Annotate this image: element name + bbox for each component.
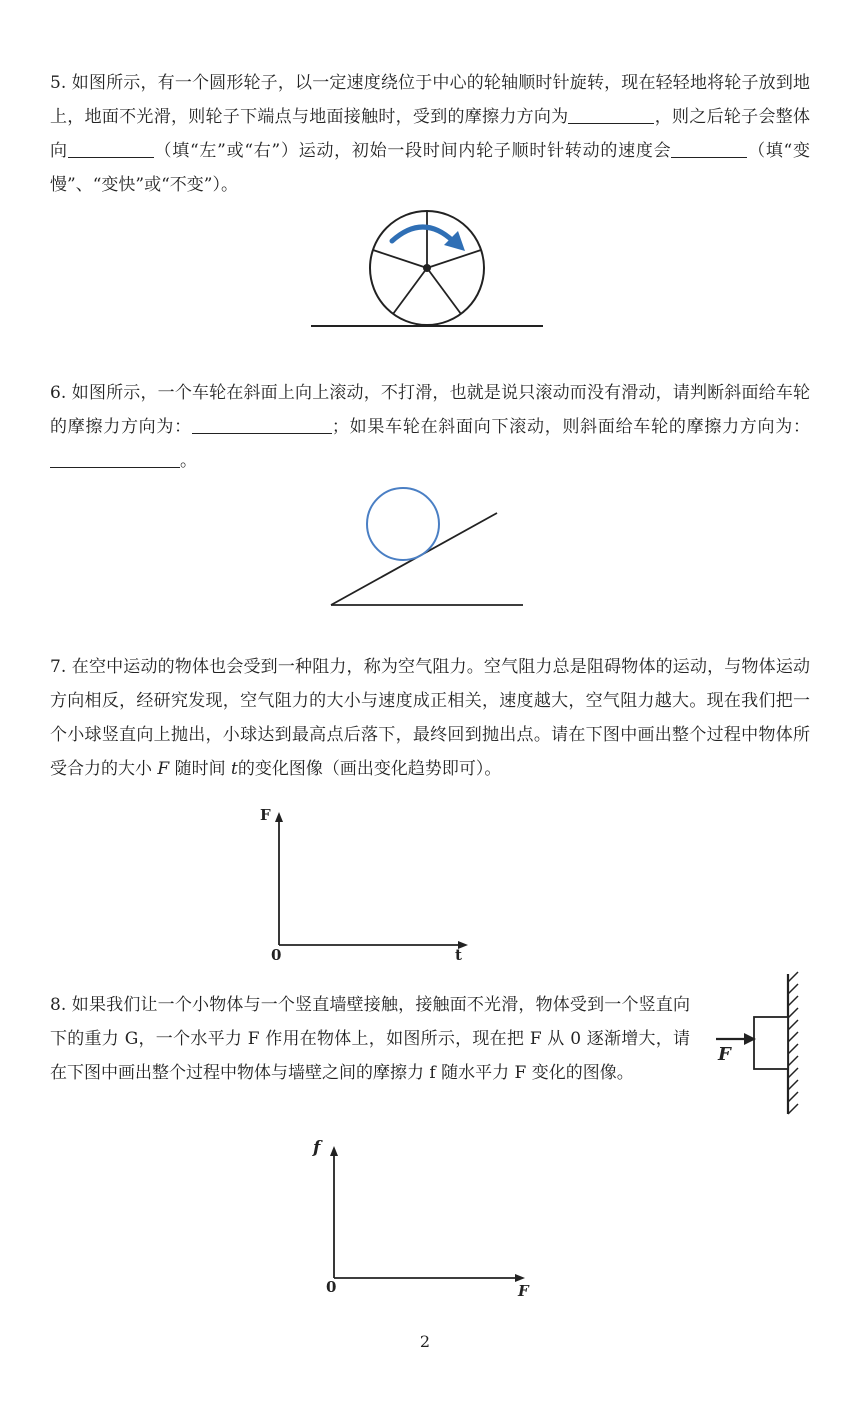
q7-graph-axes[interactable] (270, 808, 480, 958)
q7-text-1: 7. 在空中运动的物体也会受到一种阻力，称为空气阻力。空气阻力总是阻碍物体的运动，与物体运动方向相反，经研究发现，空气阻力的大小与速度成正相关，速度越大，空气阻力越大。现在我们把一个小球竖直向上抛出，小球达到最高点后落下，最终回到抛出点。请在下图中画出整个过程中物体所受合力的大小 (50, 657, 810, 779)
q5-text-2: ，则之后轮子会整体向 (50, 107, 811, 161)
question-6 (50, 376, 810, 478)
clockwise-arrow-icon (392, 227, 453, 241)
q8-wall-figure (712, 968, 812, 1118)
q6-text-1: 6. 如图所示，一个车轮在斜面上向上滚动，不打滑，也就是说只滚动而没有滑动，请判断斜面给车轮的摩擦力方向为： (50, 383, 810, 437)
q7-x-axis-label: t (455, 946, 462, 964)
q7-y-axis-label: F (260, 806, 271, 824)
q5-text-3: （填“左”或“右”）运动，初始一段时间内轮子顺时针转动的速度会 (153, 141, 672, 161)
q8-x-axis-label: F (518, 1282, 529, 1300)
wheel-spoke (427, 268, 461, 314)
q7-var-F: F (157, 759, 170, 779)
q7-origin-label: 0 (271, 946, 282, 964)
q6-text-2: ；如果车轮在斜面向下滚动，则斜面给车轮的摩擦力方向为： (331, 417, 811, 437)
y-axis-arrow-icon (330, 1146, 338, 1156)
wheel-spoke (427, 250, 481, 268)
q7-text-3: 的变化图像（画出变化趋势即可）。 (237, 759, 502, 779)
question-8 (50, 988, 690, 1090)
q7-var-t: t (231, 759, 238, 779)
q8-y-axis-label: f (313, 1138, 321, 1158)
q5-blank-1[interactable] (568, 103, 654, 124)
q5-text-4: （填“变慢”、“变快”或“不变”）。 (50, 141, 810, 195)
wheel-axle (423, 264, 431, 272)
q6-incline-figure (325, 480, 530, 615)
wheel-spoke (393, 268, 427, 314)
block (754, 1017, 788, 1069)
page-number: 2 (419, 1332, 431, 1351)
q6-blank-1[interactable] (192, 413, 332, 434)
q5-blank-2[interactable] (68, 137, 154, 158)
q6-blank-2[interactable] (50, 447, 180, 468)
y-axis-arrow-icon (275, 812, 283, 822)
q6-text-3: 。 (180, 451, 197, 471)
x-axis-arrow-icon (515, 1274, 525, 1282)
q8-force-label: F (718, 1044, 731, 1065)
q5-blank-3[interactable] (671, 137, 747, 158)
question-5 (50, 66, 810, 202)
q5-text-1: 5. 如图所示，有一个圆形轮子，以一定速度绕位于中心的轮轴顺时针旋转，现在轻轻地将轮子放到地上，地面不光滑，则轮子下端点与地面接触时，受到的摩擦力方向为 (50, 73, 810, 127)
question-7 (50, 650, 810, 786)
q8-text: 8. 如果我们让一个小物体与一个竖直墙壁接触，接触面不光滑，物体受到一个竖直向下的重力 G，一个水平力 F 作用在物体上，如图所示，现在把 F 从 0 逐渐增大，请在下图中画出整个过程中物体与墙壁之间的摩擦力 f 随水平力 F 变化的图像。 (50, 995, 690, 1083)
wheel-spoke (373, 250, 427, 268)
rolling-wheel (367, 488, 439, 560)
q5-wheel-figure (305, 205, 550, 335)
q8-origin-label: 0 (326, 1278, 337, 1296)
q7-text-2: 随时间 (174, 759, 226, 779)
wall-hatching (788, 972, 798, 1114)
q8-graph-axes[interactable] (325, 1140, 535, 1290)
